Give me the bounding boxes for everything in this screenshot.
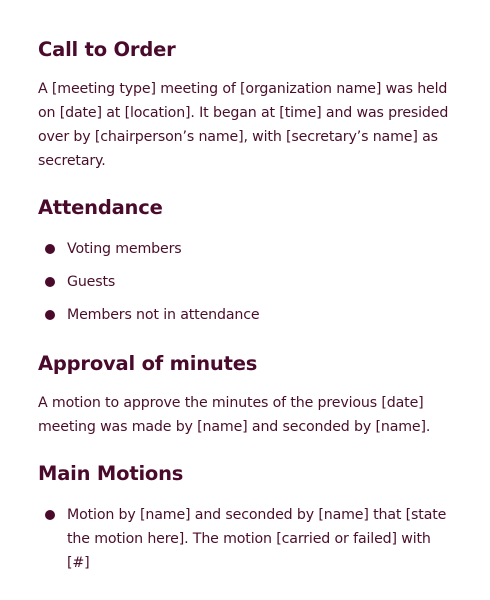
- bullet-icon: [45, 277, 55, 287]
- list-item: [38, 503, 450, 575]
- approval-paragraph: [38, 391, 430, 439]
- attendance-list: [38, 237, 450, 327]
- approval-line: meeting was made by [name] and seconded by [name].: [38, 419, 431, 435]
- call-to-order-line: over by [chairperson’s name], with [secretary’s name] as: [38, 129, 438, 145]
- call-to-order-heading: Call to Order: [38, 38, 176, 61]
- call-to-order-line: secretary.: [38, 153, 106, 169]
- main-motions-list: [38, 503, 450, 575]
- call-to-order-line: A [meeting type] meeting of [organization name] was held: [38, 81, 448, 97]
- list-item: [38, 237, 450, 261]
- list-item: [38, 270, 450, 294]
- approval-heading: Approval of minutes: [38, 352, 258, 375]
- call-to-order-line: on [date] at [location]. It began at [time] and was presided: [38, 105, 449, 121]
- motion-line: the motion here]. The motion [carried or failed] with [#]: [67, 531, 431, 571]
- bullet-icon: [45, 310, 55, 320]
- bullet-icon: [45, 244, 55, 254]
- motion-line: Motion by [name] and seconded by [name] that [state: [67, 507, 447, 523]
- list-item-label: Members not in attendance: [67, 307, 260, 323]
- list-item: [38, 303, 450, 327]
- bullet-icon: [45, 510, 55, 520]
- list-item-label: Voting members: [67, 241, 182, 257]
- main-motions-heading: Main Motions: [38, 462, 184, 485]
- approval-line: A motion to approve the minutes of the previous [date]: [38, 395, 424, 411]
- call-to-order-paragraph: [38, 77, 448, 173]
- attendance-heading: Attendance: [38, 196, 163, 219]
- list-item-label: Guests: [67, 274, 116, 290]
